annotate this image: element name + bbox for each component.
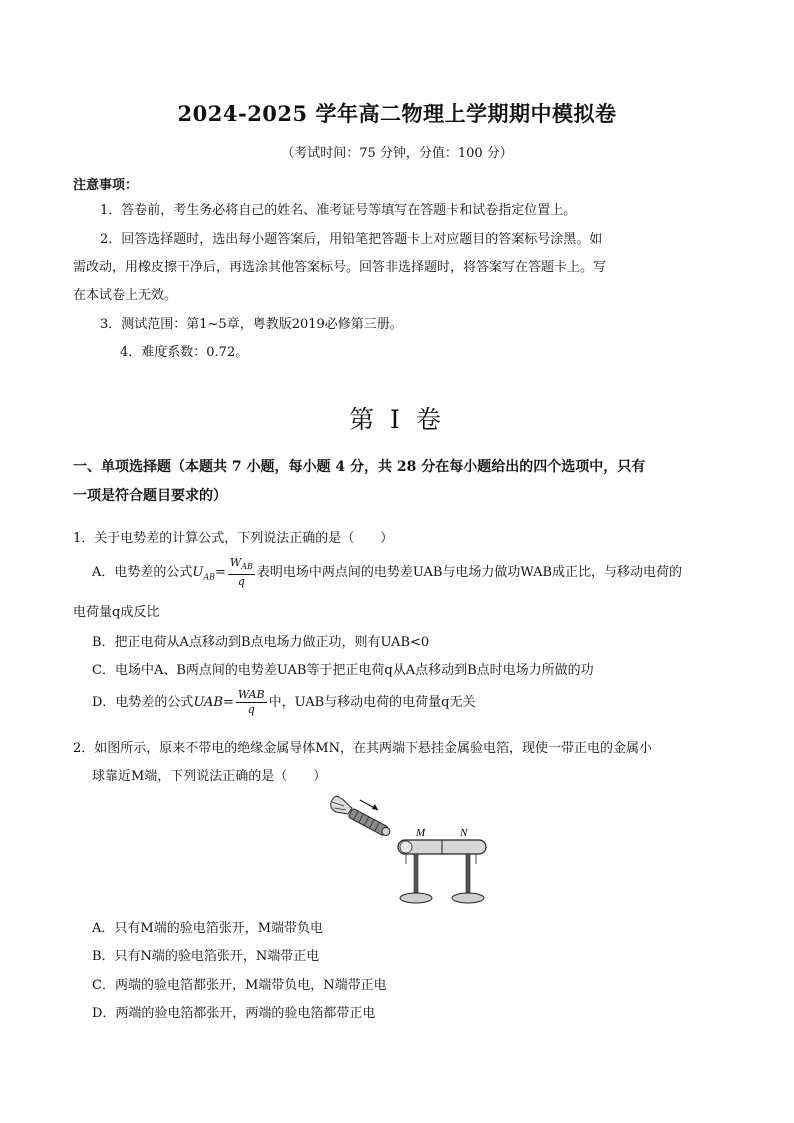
q1-option-a: [92, 556, 682, 593]
notice-item-2-line-2: 需改动，用橡皮擦干净后，再选涂其他答案标号。回答非选择题时，将答案写在答题卡上。写: [73, 260, 607, 275]
part1-heading-line-1: 一、单项选择题（本题共 7 小题，每小题 4 分，共 28 分在每小题给出的四个选项中，只有: [73, 459, 646, 475]
q2-stem-line-1: 2．如图所示，原来不带电的绝缘金属导体MN，在其两端下悬挂金属验电箔，现使一带正电的金属小: [73, 741, 652, 756]
insulating-stand-left: [400, 854, 432, 903]
notice-item-2-line-3: 在本试卷上无效。: [73, 288, 178, 303]
q1-option-c: C．电场中A、B两点间的电势差UAB等于把正电荷q从A点移动到B点时电场力所做的功: [92, 663, 594, 678]
label-n: N: [460, 827, 468, 839]
q2-stem-line-2: 球靠近M端，下列说法正确的是（ ）: [92, 769, 327, 784]
q1-a-formula-lhs: $U_{AB}$: [192, 565, 216, 582]
q1-option-a-suffix: 表明电场中两点间的电势差UAB与电场力做功WAB成正比，与移动电荷的: [256, 565, 683, 581]
exam-title: 2024-2025 学年高二物理上学期期中模拟卷: [177, 101, 617, 126]
metal-conductor-bar: [398, 840, 486, 854]
q1-option-d-prefix: D．电势差的公式: [92, 695, 194, 710]
q1-stem: 1．关于电势差的计算公式，下列说法正确的是（ ）: [73, 531, 394, 546]
label-m: M: [416, 827, 426, 839]
q1-option-a-line-2: 电荷量q成反比: [73, 605, 160, 620]
q2-option-a: A．只有M端的验电箔张开，M端带负电: [92, 921, 324, 936]
exam-subtitle: （考试时间：75 分钟，分值：100 分）: [281, 146, 513, 161]
q1-option-d: [92, 688, 475, 718]
q1-d-formula-lhs: UAB: [193, 695, 223, 710]
q1-option-a-prefix: A．电势差的公式: [92, 565, 193, 581]
notice-item-4: 4．难度系数：0.72。: [120, 345, 249, 360]
notice-item-1: 1．答卷前，考生务必将自己的姓名、准考证号等填写在答题卡和试卷指定位置上。: [100, 203, 577, 218]
motion-arrow-icon: [360, 800, 378, 810]
q2-option-c: C．两端的验电箔都张开，M端带负电，N端带正电: [92, 978, 387, 993]
q1-option-b: B．把正电荷从A点移动到B点电场力做正功，则有UAB<0: [92, 635, 430, 650]
q2-option-d: D．两端的验电箔都张开，两端的验电箔都带正电: [92, 1006, 376, 1021]
q1-option-d-suffix: 中，UAB与移动电荷的电荷量q无关: [268, 695, 476, 710]
hand-with-charged-ball-icon: [331, 796, 392, 838]
notice-item-2-line-1: 2．回答选择题时，选出每小题答案后，用铅笔把答题卡上对应题目的答案标号涂黑。如: [100, 232, 603, 247]
q1-a-formula-fraction: $\frac{W_{AB}}{q}$: [229, 556, 253, 589]
part1-heading-line-2: 一项是符合题目要求的）: [73, 488, 227, 504]
q1-d-formula-fraction: $\frac{\text{WAB}}{q}$: [237, 688, 265, 716]
notice-item-3: 3．测试范围：第1~5章，粤教版2019必修第三册。: [100, 317, 403, 332]
q1-a-formula-eq: =: [215, 565, 226, 581]
q2-figure-conductor: [322, 784, 492, 908]
q1-d-formula-eq: =: [222, 695, 234, 710]
q2-option-b: B．只有N端的验电箔张开，N端带正电: [92, 949, 320, 964]
notice-heading: 注意事项：: [73, 178, 139, 193]
section-title: 第 I 卷: [349, 405, 445, 434]
insulating-stand-right: [452, 854, 484, 903]
